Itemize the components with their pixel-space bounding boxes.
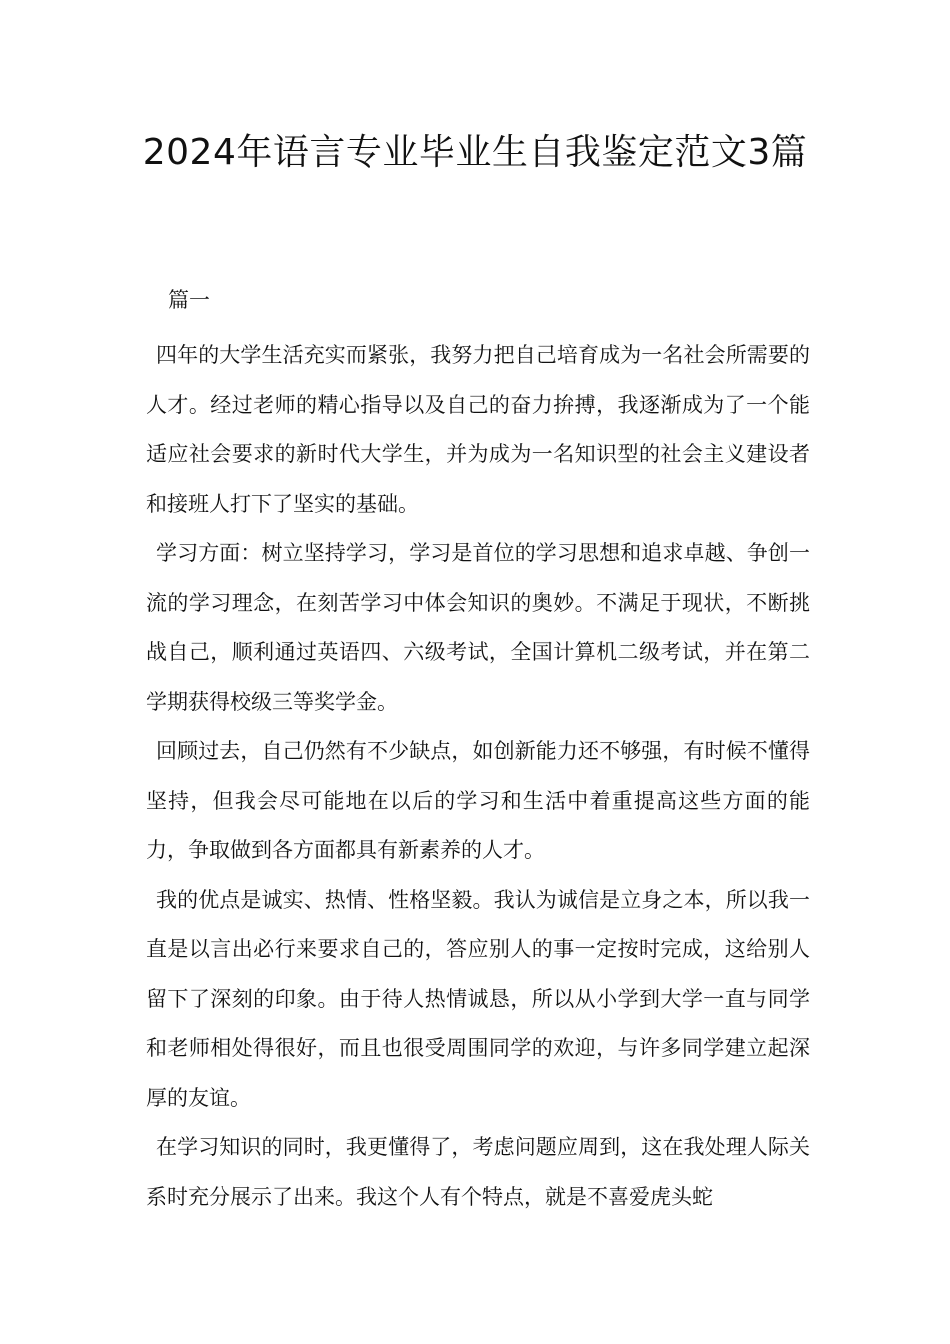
paragraph: 我的优点是诚实、热情、性格坚毅。我认为诚信是立身之本，所以我一直是以言出必行来要求自己的，答应别人的事一定按时完成，这给别人留下了深刻的印象。由于待人热情诚恳，所以从小学到大学一直与同学和老师相处得很好，而且也很受周围同学的欢迎，与许多同学建立起深厚的友谊。 bbox=[146, 887, 810, 1110]
paragraph: 在学习知识的同时，我更懂得了，考虑问题应周到，这在我处理人际关系时充分展示了出来。我这个人有个特点，就是不喜爱虎头蛇 bbox=[146, 1135, 810, 1209]
document-title: 2024年语言专业毕业生自我鉴定范文3篇 bbox=[142, 132, 808, 173]
paragraph: 学习方面：树立坚持学习，学习是首位的学习思想和追求卓越、争创一流的学习理念，在刻苦学习中体会知识的奥妙。不满足于现状，不断挑战自己，顺利通过英语四、六级考试，全国计算机二级考试，并在第二学期获得校级三等奖学金。 bbox=[146, 541, 810, 714]
paragraph: 四年的大学生活充实而紧张，我努力把自己培育成为一名社会所需要的人才。经过老师的精心指导以及自己的奋力拚搏，我逐渐成为了一个能适应社会要求的新时代大学生，并为成为一名知识型的社会主义建设者和接班人打下了坚实的基础。 bbox=[146, 343, 810, 516]
section-label: 篇一 bbox=[168, 288, 210, 312]
paragraph: 回顾过去，自己仍然有不少缺点，如创新能力还不够强，有时候不懂得坚持，但我会尽可能地在以后的学习和生活中着重提高这些方面的能力，争取做到各方面都具有新素养的人才。 bbox=[146, 739, 810, 862]
document-body bbox=[146, 331, 810, 1222]
